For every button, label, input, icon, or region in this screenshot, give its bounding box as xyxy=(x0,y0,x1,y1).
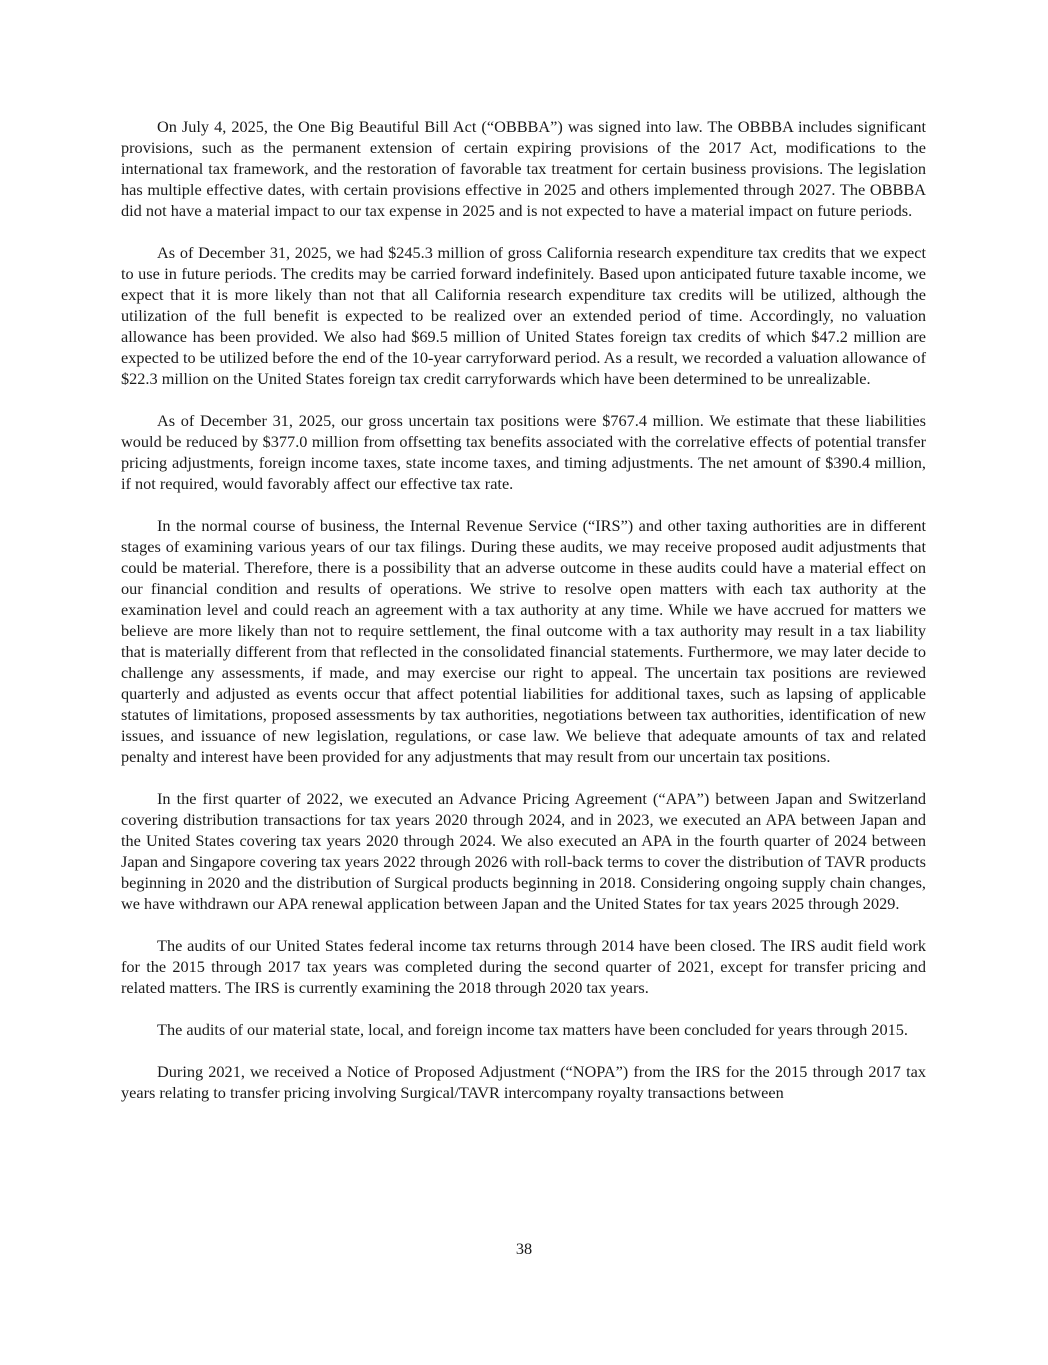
paragraph-apa: In the first quarter of 2022, we executed an Advance Pricing Agreement (“APA”) between Japan and Switzerland covering distribution transactions for tax years 2020 through 2024, and in 2023, we executed an APA between Japan and the United States covering tax years 2020 through 2024. We also executed an APA in the fourth quarter of 2024 between Japan and Singapore covering tax years 2022 through 2026 with roll-back terms to cover the distribution of TAVR products beginning in 2020 and the distribution of Surgical products beginning in 2018. Considering ongoing supply chain changes, we have withdrawn our APA renewal application between Japan and the United States for tax years 2025 through 2029. xyxy=(121,789,926,913)
paragraph-state-audits: The audits of our material state, local, and foreign income tax matters have been concluded for years through 2015. xyxy=(157,1020,908,1039)
paragraph-obbba: On July 4, 2025, the One Big Beautiful Bill Act (“OBBBA”) was signed into law. The OBBBA includes significant provisions, such as the permanent extension of certain expiring provisions of the 2017 Act, modifications to the international tax framework, and the restoration of favorable tax treatment for certain business provisions. The legislation has multiple effective dates, with certain provisions effective in 2025 and others implemented through 2027. The OBBBA did not have a material impact to our tax expense in 2025 and is not expected to have a material impact on future periods. xyxy=(121,117,926,220)
paragraph-irs-examinations: In the normal course of business, the Internal Revenue Service (“IRS”) and other taxing authorities are in different stages of examining various years of our tax filings. During these audits, we may receive proposed audit adjustments that could be material. Therefore, there is a possibility that an adverse outcome in these audits could have a material effect on our financial condition and results of operations. We strive to resolve open matters with each tax authority at the examination level and could reach an agreement with a tax authority at any time. While we have accrued for matters we believe are more likely than not to require settlement, the final outcome with a tax authority may result in a tax liability that is materially different from that reflected in the consolidated financial statements. Furthermore, we may later decide to challenge any assessments, if made, and may exercise our right to appeal. The uncertain tax positions are reviewed quarterly and adjusted as events occur that affect potential liabilities for additional taxes, such as lapsing of applicable statutes of limitations, proposed assessments by tax authorities, negotiations between tax authorities, identification of new issues, and issuance of new legislation, regulations, or case law. We believe that adequate amounts of tax and related penalty and interest have been provided for any adjustments that may result from our uncertain tax positions. xyxy=(121,516,926,766)
paragraph-uncertain-tax-positions: As of December 31, 2025, our gross uncertain tax positions were $767.4 million. We estimate that these liabilities would be reduced by $377.0 million from offsetting tax benefits associated with the correlative effects of potential transfer pricing adjustments, foreign income taxes, state income taxes, and timing adjustments. The net amount of $390.4 million, if not required, would favorably affect our effective tax rate. xyxy=(121,411,926,493)
paragraph-california-credits: As of December 31, 2025, we had $245.3 million of gross California research expenditure tax credits that we expect to use in future periods. The credits may be carried forward indefinitely. Based upon anticipated future taxable income, we expect that it is more likely than not that all California research expenditure tax credits will be utilized, although the utilization of the full benefit is expected to be realized over an extended period of time. Accordingly, no valuation allowance has been provided. We also had $69.5 million of United States foreign tax credits of which $47.2 million are expected to be utilized before the end of the 10-year carryforward period. As a result, we recorded a valuation allowance of $22.3 million on the United States foreign tax credit carryforwards which have been determined to be unrealizable. xyxy=(121,243,926,388)
document-body xyxy=(121,116,926,1124)
page-number: 38 xyxy=(515,1239,533,1258)
paragraph-nopa: During 2021, we received a Notice of Proposed Adjustment (“NOPA”) from the IRS for the 2015 through 2017 tax years relating to transfer pricing involving Surgical/TAVR intercompany royalty transactions between xyxy=(121,1062,926,1102)
paragraph-federal-audits: The audits of our United States federal income tax returns through 2014 have been closed. The IRS audit field work for the 2015 through 2017 tax years was completed during the second quarter of 2021, except for transfer pricing and related matters. The IRS is currently examining the 2018 through 2020 tax years. xyxy=(121,936,926,997)
